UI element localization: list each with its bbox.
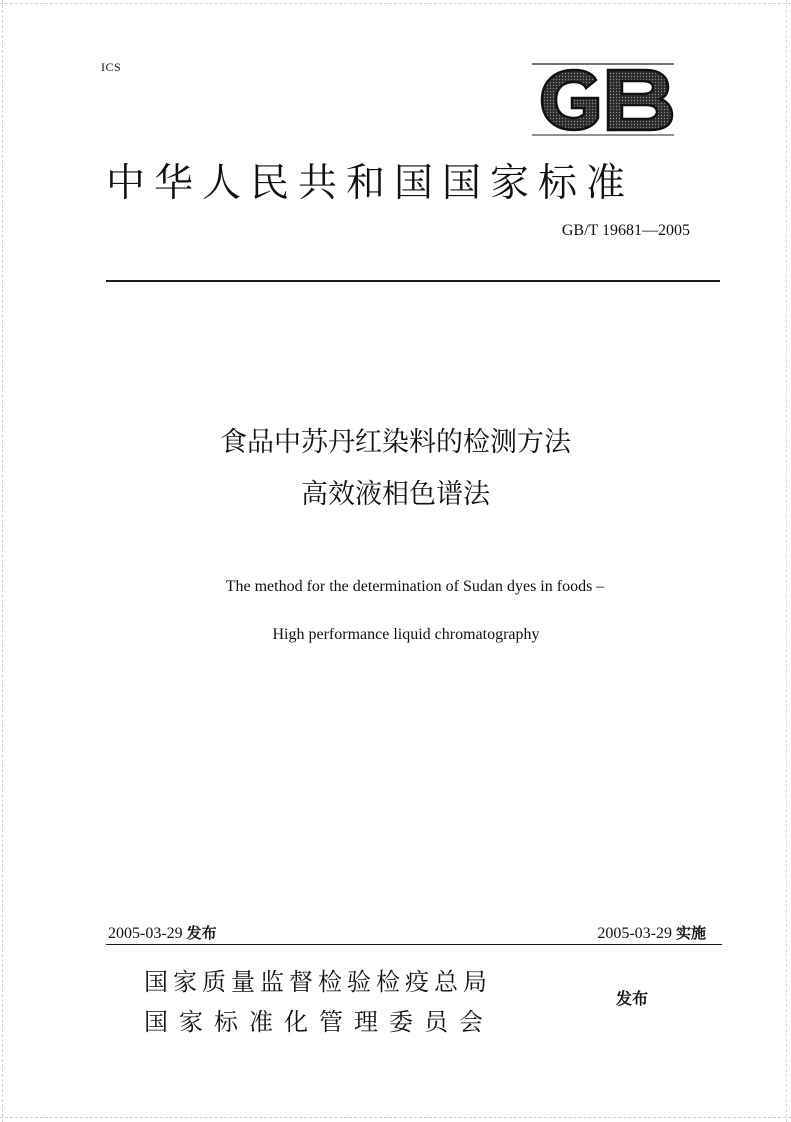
standard-type-title: 中华人民共和国国家标准 — [106, 161, 635, 206]
implementation-date-label: 实施 — [675, 924, 706, 942]
footer-divider — [106, 944, 722, 945]
title-en-line2: High performance liquid chromatography — [272, 626, 540, 643]
title-zh-line1: 食品中苏丹红染料的检测方法 — [220, 427, 571, 458]
ics-label: ICS — [101, 60, 122, 74]
scan-edge-top — [0, 3, 791, 4]
title-en-line1: The method for the determination of Sudan dyes in foods – — [225, 578, 605, 595]
scan-edge-bottom — [0, 1117, 791, 1118]
issuing-agency-1: 国家质量监督检验检疫总局 — [144, 968, 492, 996]
gb-logo — [528, 60, 678, 138]
issuing-agency-2: 国家标准化管理委员会 — [144, 1008, 494, 1036]
standard-code: GB/T 19681—2005 — [561, 222, 690, 239]
title-zh-line2: 高效液相色谱法 — [301, 479, 490, 510]
issue-date-label: 发布 — [186, 924, 217, 942]
issue-date — [108, 922, 217, 943]
issued-label: 发布 — [616, 989, 649, 1008]
implementation-date — [520, 922, 706, 943]
implementation-date-value: 2005-03-29 — [597, 925, 672, 942]
scan-edge-right — [786, 0, 787, 1122]
header-divider — [106, 280, 720, 282]
scan-edge-left — [2, 0, 3, 1122]
issue-date-value: 2005-03-29 — [108, 925, 183, 942]
